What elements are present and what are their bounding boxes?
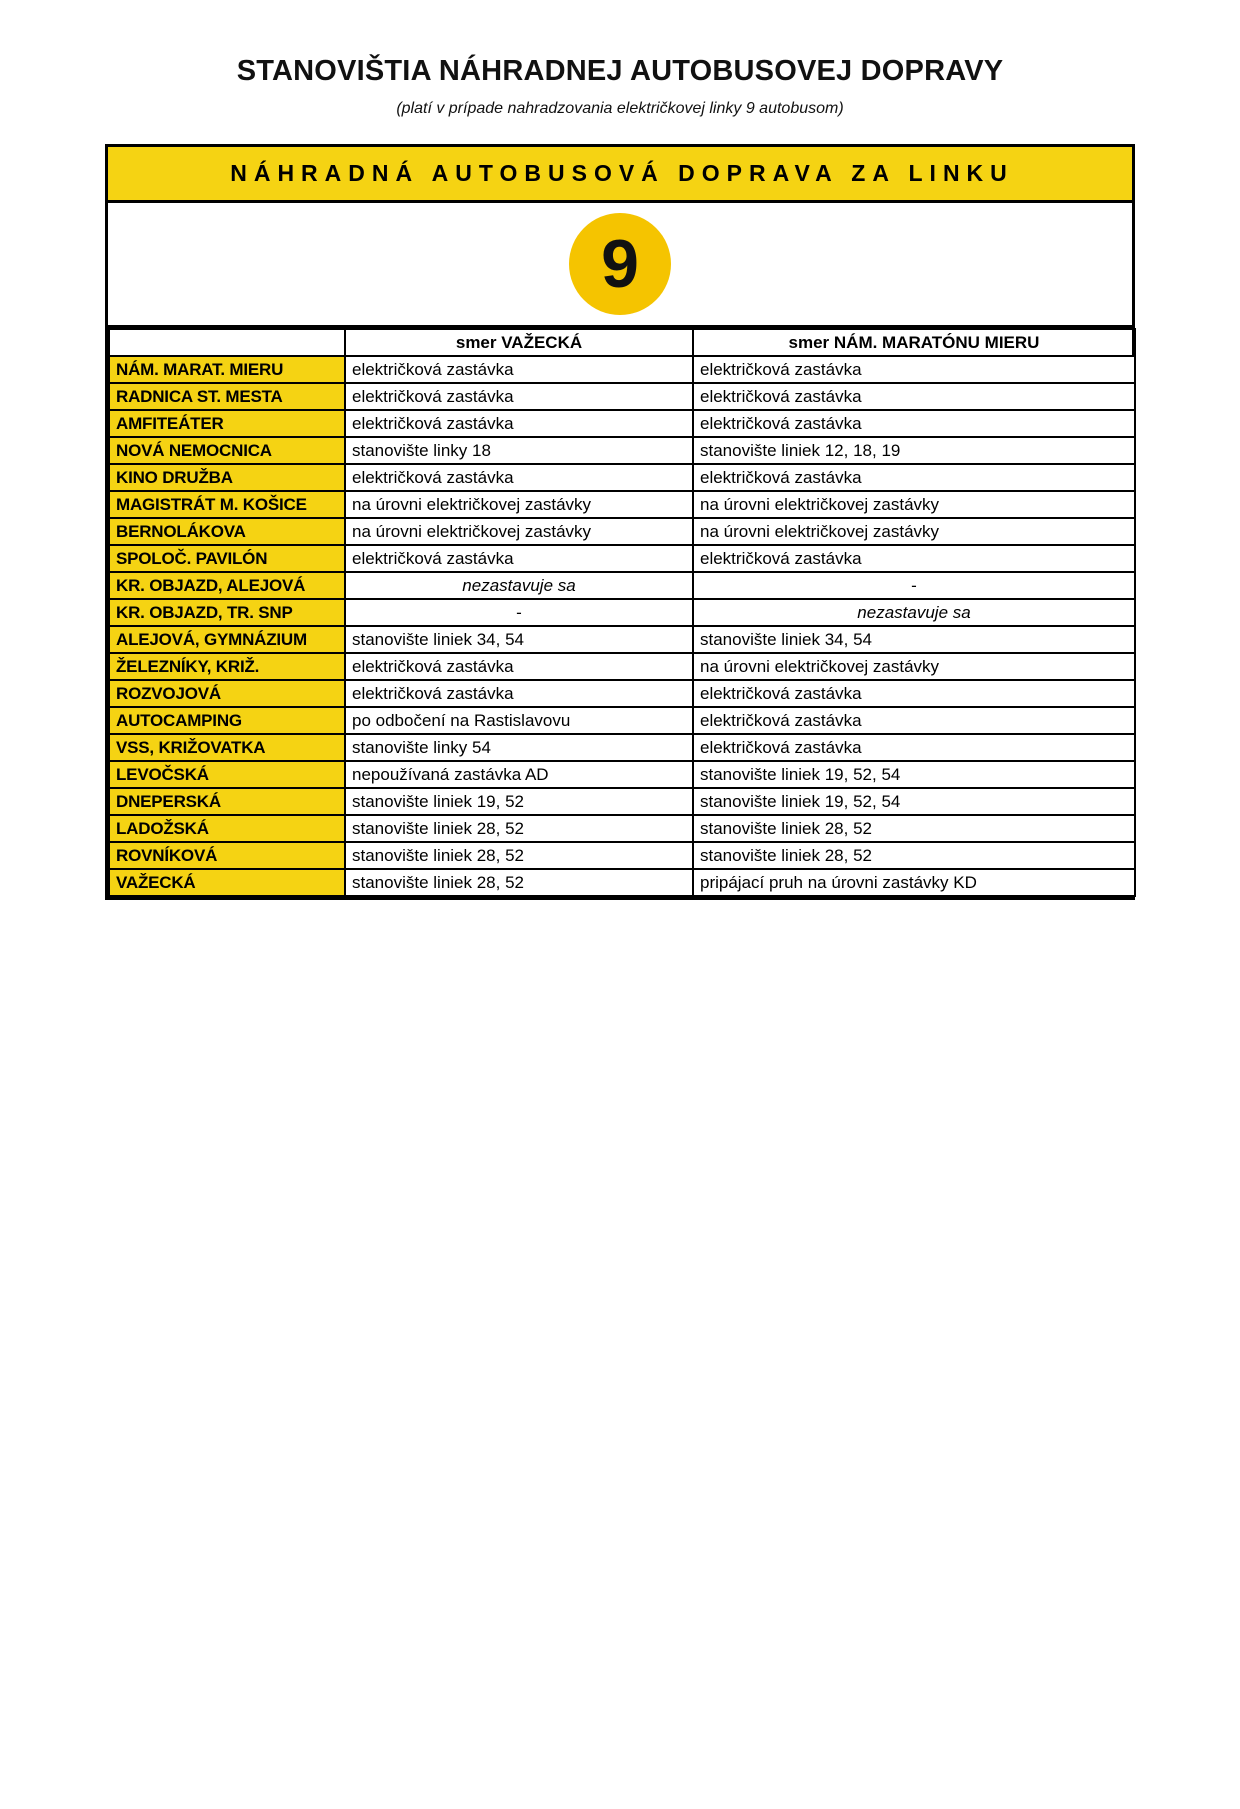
stop-name: KR. OBJAZD, ALEJOVÁ: [109, 572, 345, 599]
stops-table: [108, 328, 1136, 897]
stop-note-direction-2: stanovište liniek 12, 18, 19: [693, 437, 1135, 464]
table-row: [109, 518, 1135, 545]
stop-note-direction-1: električková zastávka: [345, 653, 693, 680]
stop-name: LEVOČSKÁ: [109, 761, 345, 788]
stop-name: RADNICA ST. MESTA: [109, 383, 345, 410]
stop-note-direction-1: nezastavuje sa: [345, 572, 693, 599]
stop-name: DNEPERSKÁ: [109, 788, 345, 815]
stop-note-direction-1: po odbočení na Rastislavovu: [345, 707, 693, 734]
stop-note-direction-1: stanovište liniek 28, 52: [345, 815, 693, 842]
stop-note-direction-1: električková zastávka: [345, 545, 693, 572]
table-row: [109, 707, 1135, 734]
table-row: [109, 734, 1135, 761]
stop-name: NOVÁ NEMOCNICA: [109, 437, 345, 464]
stop-name: ROZVOJOVÁ: [109, 680, 345, 707]
line-badge-row: [108, 203, 1132, 328]
stop-name: ROVNÍKOVÁ: [109, 842, 345, 869]
table-row: [109, 464, 1135, 491]
table-row: [109, 599, 1135, 626]
stop-note-direction-2: električková zastávka: [693, 545, 1135, 572]
stop-note-direction-2: električková zastávka: [693, 410, 1135, 437]
stop-note-direction-2: električková zastávka: [693, 464, 1135, 491]
table-row: [109, 545, 1135, 572]
stop-note-direction-1: električková zastávka: [345, 383, 693, 410]
line-number-badge: 9: [569, 213, 671, 315]
stop-name: AUTOCAMPING: [109, 707, 345, 734]
header-direction-2: smer NÁM. MARATÓNU MIERU: [693, 329, 1135, 356]
stop-note-direction-2: stanovište liniek 28, 52: [693, 842, 1135, 869]
stop-note-direction-2: stanovište liniek 19, 52, 54: [693, 788, 1135, 815]
stop-note-direction-2: električková zastávka: [693, 707, 1135, 734]
table-row: [109, 842, 1135, 869]
stop-note-direction-1: stanovište linky 54: [345, 734, 693, 761]
stop-name: MAGISTRÁT M. KOŠICE: [109, 491, 345, 518]
stop-note-direction-2: stanovište liniek 19, 52, 54: [693, 761, 1135, 788]
table-row: [109, 653, 1135, 680]
stop-note-direction-1: -: [345, 599, 693, 626]
stop-name: KINO DRUŽBA: [109, 464, 345, 491]
stop-name: LADOŽSKÁ: [109, 815, 345, 842]
stop-name: KR. OBJAZD, TR. SNP: [109, 599, 345, 626]
table-row: [109, 410, 1135, 437]
table-row: [109, 788, 1135, 815]
table-row: [109, 572, 1135, 599]
stop-name: ŽELEZNÍKY, KRIŽ.: [109, 653, 345, 680]
stop-note-direction-2: stanovište liniek 34, 54: [693, 626, 1135, 653]
page-title: STANOVIŠTIA NÁHRADNEJ AUTOBUSOVEJ DOPRAVY: [236, 55, 1004, 87]
table-row: [109, 491, 1135, 518]
stop-note-direction-2: na úrovni električkovej zastávky: [693, 491, 1135, 518]
stop-note-direction-2: stanovište liniek 28, 52: [693, 815, 1135, 842]
stop-note-direction-2: električková zastávka: [693, 680, 1135, 707]
stop-note-direction-2: električková zastávka: [693, 383, 1135, 410]
table-row: [109, 626, 1135, 653]
stop-note-direction-1: električková zastávka: [345, 464, 693, 491]
stop-note-direction-1: stanovište liniek 19, 52: [345, 788, 693, 815]
stop-note-direction-2: na úrovni električkovej zastávky: [693, 518, 1135, 545]
table-row: [109, 869, 1135, 896]
table-body: [109, 356, 1135, 896]
stop-note-direction-1: stanovište liniek 28, 52: [345, 842, 693, 869]
header-corner: [109, 329, 345, 356]
stop-note-direction-1: na úrovni električkovej zastávky: [345, 518, 693, 545]
stop-note-direction-2: nezastavuje sa: [693, 599, 1135, 626]
stop-note-direction-2: električková zastávka: [693, 734, 1135, 761]
stop-note-direction-1: električková zastávka: [345, 356, 693, 383]
stop-note-direction-2: -: [693, 572, 1135, 599]
stop-note-direction-1: stanovište liniek 34, 54: [345, 626, 693, 653]
stop-note-direction-1: nepoužívaná zastávka AD: [345, 761, 693, 788]
stop-name: ALEJOVÁ, GYMNÁZIUM: [109, 626, 345, 653]
page: [0, 55, 1240, 1809]
table-row: [109, 761, 1135, 788]
table-row: [109, 680, 1135, 707]
stop-note-direction-1: električková zastávka: [345, 410, 693, 437]
table-row: [109, 437, 1135, 464]
stop-note-direction-2: pripájací pruh na úrovni zastávky KD: [693, 869, 1135, 896]
stop-name: VSS, KRIŽOVATKA: [109, 734, 345, 761]
page-subtitle: (platí v prípade nahradzovania električkovej linky 9 autobusom): [396, 100, 844, 117]
stop-name: VAŽECKÁ: [109, 869, 345, 896]
stop-note-direction-2: na úrovni električkovej zastávky: [693, 653, 1135, 680]
table-header-row: [109, 329, 1135, 356]
stop-name: BERNOLÁKOVA: [109, 518, 345, 545]
schedule-panel: [105, 144, 1135, 900]
table-row: [109, 815, 1135, 842]
stop-name: NÁM. MARAT. MIERU: [109, 356, 345, 383]
stop-name: SPOLOČ. PAVILÓN: [109, 545, 345, 572]
stop-note-direction-1: stanovište linky 18: [345, 437, 693, 464]
stop-note-direction-1: na úrovni električkovej zastávky: [345, 491, 693, 518]
banner-title: NÁHRADNÁ AUTOBUSOVÁ DOPRAVA ZA LINKU: [108, 147, 1132, 203]
table-row: [109, 356, 1135, 383]
stop-name: AMFITEÁTER: [109, 410, 345, 437]
stop-note-direction-2: električková zastávka: [693, 356, 1135, 383]
table-row: [109, 383, 1135, 410]
stop-note-direction-1: stanovište liniek 28, 52: [345, 869, 693, 896]
header-direction-1: smer VAŽECKÁ: [345, 329, 693, 356]
stop-note-direction-1: električková zastávka: [345, 680, 693, 707]
